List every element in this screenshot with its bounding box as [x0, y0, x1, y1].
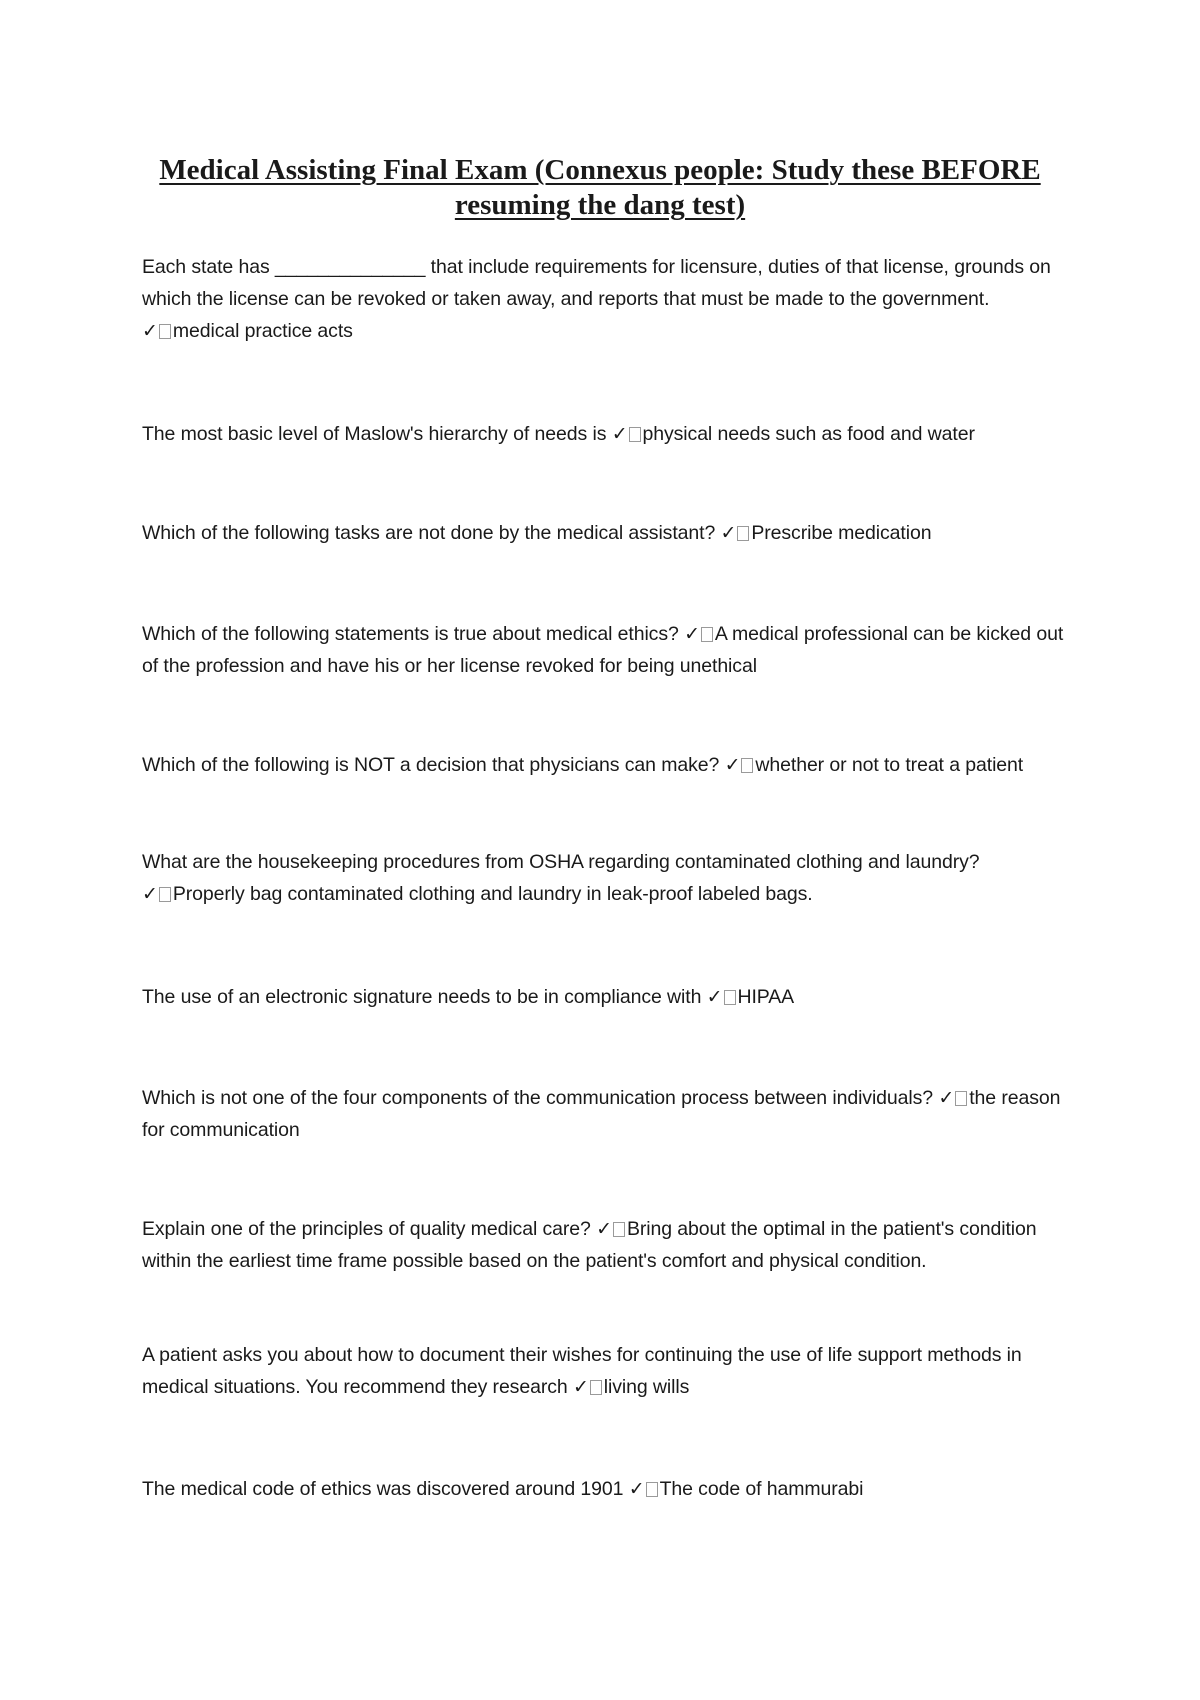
question-text: Each state has ______________ that include requirements for licensure, duties of that license, grounds on which the license can be revoked or taken away, and reports that must be made to the government.: [142, 256, 1051, 310]
checkbox-icon: [629, 427, 641, 442]
question-text: Which is not one of the four components of the communication process between individuals?: [142, 1087, 934, 1109]
answer-text: A medical professional can be kicked out of the profession and have his or her license revoked for being unethical: [142, 623, 1064, 677]
question-item: [142, 1082, 1068, 1146]
check-icon: ✓: [724, 754, 741, 776]
answer-text: The code of hammurabi: [659, 1478, 864, 1500]
question-text: A patient asks you about how to document their wishes for continuing the use of life support methods in medical situations. You recommend they research: [142, 1344, 1022, 1398]
question-text: The medical code of ethics was discovered around 1901: [142, 1478, 624, 1500]
question-text: The most basic level of Maslow's hierarchy of needs is: [142, 423, 607, 445]
answer-text: living wills: [603, 1376, 690, 1398]
question-text: The use of an electronic signature needs to be in compliance with: [142, 986, 702, 1008]
checkbox-icon: [159, 887, 171, 902]
question-item: [142, 749, 1068, 781]
answer-text: whether or not to treat a patient: [755, 754, 1024, 776]
answer-text: Prescribe medication: [751, 522, 932, 544]
checkbox-icon: [701, 627, 713, 642]
check-icon: ✓: [938, 1087, 955, 1109]
question-text: Which of the following tasks are not done by the medical assistant?: [142, 522, 716, 544]
page-title: [150, 153, 1050, 223]
question-text: Which of the following statements is true about medical ethics?: [142, 623, 679, 645]
checkbox-icon: [646, 1482, 658, 1497]
question-item: [142, 1339, 1068, 1403]
question-item: [142, 418, 1068, 450]
question-text: What are the housekeeping procedures from OSHA regarding contaminated clothing and laundry?: [142, 851, 980, 873]
check-icon: ✓: [720, 522, 737, 544]
question-item: [142, 981, 1068, 1013]
title-line-1: Medical Assisting Final Exam (Connexus people: Study these BEFORE: [159, 154, 1041, 186]
answer-text: Bring about the optimal in the patient's condition within the earliest time frame possible based on the patient's comfort and physical condition.: [142, 1218, 1037, 1272]
checkbox-icon: [590, 1380, 602, 1395]
question-item: [142, 1213, 1068, 1277]
question-item: [142, 517, 1068, 549]
answer-text: HIPAA: [737, 986, 795, 1008]
check-icon: ✓: [142, 883, 158, 905]
title-line-2: resuming the dang test): [454, 189, 746, 221]
check-icon: ✓: [684, 623, 700, 645]
check-icon: ✓: [611, 423, 628, 445]
answer-text: medical practice acts: [172, 320, 353, 342]
question-item: [142, 846, 1068, 910]
answer-text: physical needs such as food and water: [642, 423, 975, 445]
checkbox-icon: [955, 1091, 967, 1106]
check-icon: ✓: [142, 320, 158, 342]
question-text: Which of the following is NOT a decision that physicians can make?: [142, 754, 720, 776]
check-icon: ✓: [628, 1478, 645, 1500]
check-icon: ✓: [572, 1376, 589, 1398]
question-item: [142, 251, 1068, 347]
checkbox-icon: [741, 758, 753, 773]
answer-text: Properly bag contaminated clothing and laundry in leak-proof labeled bags.: [172, 883, 813, 905]
question-item: [142, 618, 1068, 682]
question-item: [142, 1473, 1068, 1505]
check-icon: ✓: [706, 986, 723, 1008]
checkbox-icon: [737, 526, 749, 541]
checkbox-icon: [159, 324, 171, 339]
checkbox-icon: [724, 990, 736, 1005]
question-text: Explain one of the principles of quality medical care?: [142, 1218, 591, 1240]
check-icon: ✓: [596, 1218, 612, 1240]
answer-text: the reason for communication: [142, 1087, 1061, 1141]
checkbox-icon: [613, 1222, 625, 1237]
